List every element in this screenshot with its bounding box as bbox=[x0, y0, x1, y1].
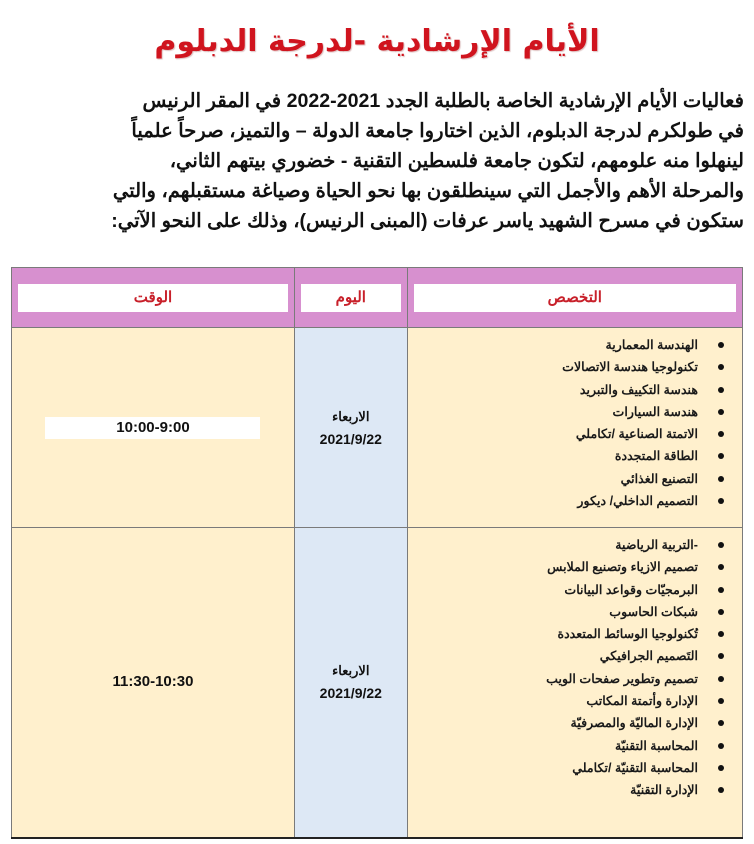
bullet-icon bbox=[718, 542, 724, 548]
list-item bbox=[408, 712, 730, 734]
list-item bbox=[408, 423, 730, 445]
specialization-name: تكنولوجيا هندسة الاتصالات bbox=[562, 360, 698, 375]
bullet-icon bbox=[718, 609, 724, 615]
table-row bbox=[12, 328, 743, 528]
specialization-name: التَصميم الجرافيكي bbox=[599, 649, 698, 664]
bullet-icon bbox=[718, 387, 724, 393]
bullet-icon bbox=[718, 453, 724, 459]
list-item bbox=[408, 623, 730, 645]
specialization-name: الاتمتة الصناعية /تكاملي bbox=[575, 427, 698, 442]
time-cell bbox=[12, 528, 295, 838]
day-date: 2021/9/22 bbox=[319, 685, 382, 702]
specialization-list bbox=[408, 534, 730, 802]
intro-paragraph bbox=[32, 86, 744, 236]
bullet-icon bbox=[718, 342, 724, 348]
list-item bbox=[408, 556, 730, 578]
specialization-name: الإدارة وأتمتة المكاتب bbox=[586, 694, 698, 709]
intro-line: فعاليات الأيام الإرشادية الخاصة بالطلبة الجدد 2021-2022 في المقر الرنيس bbox=[142, 90, 744, 112]
list-item bbox=[408, 445, 730, 467]
specialization-name: التصميم الداخلي/ ديكور bbox=[577, 494, 698, 509]
specialization-name: هندسة السيارات bbox=[612, 404, 698, 419]
bullet-icon bbox=[718, 676, 724, 682]
header-time: الوقت bbox=[18, 284, 288, 312]
specialization-name: هندسة التكييف والتبريد bbox=[579, 382, 698, 397]
list-item bbox=[408, 779, 730, 801]
specialization-name: التصنيع الغذائي bbox=[620, 471, 698, 486]
bullet-icon bbox=[718, 409, 724, 415]
bullet-icon bbox=[718, 364, 724, 370]
specialization-name: تصميم الازياء وتصنيع الملابس bbox=[547, 560, 698, 575]
specialization-list bbox=[408, 334, 730, 512]
list-item bbox=[408, 534, 730, 556]
specialization-name: الطاقة المتجددة bbox=[614, 449, 698, 464]
specialization-name: البرمجيّات وقواعد البيانات bbox=[564, 582, 698, 597]
time-cell bbox=[12, 328, 295, 528]
bullet-icon bbox=[718, 743, 724, 749]
time-value: 11:30-10:30 bbox=[112, 673, 194, 691]
list-item bbox=[408, 735, 730, 757]
bullet-icon bbox=[718, 476, 724, 482]
day-name: الاربعاء bbox=[332, 663, 370, 679]
list-item bbox=[408, 334, 730, 356]
day-cell bbox=[294, 328, 407, 528]
list-item bbox=[408, 401, 730, 423]
bullet-icon bbox=[718, 653, 724, 659]
time-value: 10:00-9:00 bbox=[45, 417, 260, 439]
specialization-name: الإدارة التقنيّة bbox=[630, 783, 698, 798]
specialization-name: الإدارة الماليّة والمصرفيّة bbox=[570, 716, 698, 731]
table-header-row bbox=[12, 268, 743, 328]
list-item bbox=[408, 356, 730, 378]
specialization-cell bbox=[407, 528, 742, 838]
specialization-name: المحاسبة التقنيّة /تكاملي bbox=[572, 760, 698, 775]
bullet-icon bbox=[718, 720, 724, 726]
specialization-cell bbox=[407, 328, 742, 528]
specialization-name: تصميم وتطوير صفحات الويب bbox=[546, 671, 698, 686]
day-name: الاربعاء bbox=[332, 408, 370, 424]
bullet-icon bbox=[718, 631, 724, 637]
schedule-table bbox=[11, 267, 743, 839]
intro-line: لينهلوا منه علومهم، لتكون جامعة فلسطين التقنية - خضوري بيتهم الثاني، bbox=[169, 150, 744, 172]
list-item bbox=[408, 757, 730, 779]
specialization-name: شبكات الحاسوب bbox=[609, 604, 698, 619]
bullet-icon bbox=[718, 431, 724, 437]
specialization-name: -التربية الرياضية bbox=[615, 538, 698, 552]
page-title: الأيام الإرشادية -لدرجة الدبلوم bbox=[154, 24, 600, 59]
intro-line: والمرحلة الأهم والأجمل التي سينطلقون بها نحو الحياة وصياغة مستقبلهم، والتي bbox=[112, 180, 744, 202]
bullet-icon bbox=[718, 564, 724, 570]
list-item bbox=[408, 490, 730, 512]
table-row bbox=[12, 528, 743, 838]
list-item bbox=[408, 579, 730, 601]
list-item bbox=[408, 468, 730, 490]
intro-line: في طولكرم لدرجة الدبلوم، الذين اختاروا جامعة الدولة – والتميز، صرحاً علمياً bbox=[131, 120, 744, 142]
list-item bbox=[408, 645, 730, 667]
bullet-icon bbox=[718, 698, 724, 704]
bullet-icon bbox=[718, 498, 724, 504]
header-day: اليوم bbox=[301, 284, 401, 312]
day-cell bbox=[294, 528, 407, 838]
intro-line: ستكون في مسرح الشهيد ياسر عرفات (المبنى الرنيس)، وذلك على النحو الآتي: bbox=[111, 210, 744, 232]
header-cell-day bbox=[294, 268, 407, 328]
header-specialization: التخصص bbox=[414, 284, 736, 312]
header-cell-time bbox=[12, 268, 295, 328]
list-item bbox=[408, 601, 730, 623]
list-item bbox=[408, 379, 730, 401]
header-cell-specialization bbox=[407, 268, 742, 328]
bullet-icon bbox=[718, 587, 724, 593]
specialization-name: المحاسبة التقنيّة bbox=[614, 738, 698, 753]
bullet-icon bbox=[718, 765, 724, 771]
list-item bbox=[408, 690, 730, 712]
specialization-name: تُكنولوجيا الوسائط المتعددة bbox=[557, 627, 698, 642]
specialization-name: الهندسة المعمارية bbox=[605, 338, 698, 352]
list-item bbox=[408, 668, 730, 690]
bullet-icon bbox=[718, 787, 724, 793]
day-date: 2021/9/22 bbox=[319, 430, 382, 447]
